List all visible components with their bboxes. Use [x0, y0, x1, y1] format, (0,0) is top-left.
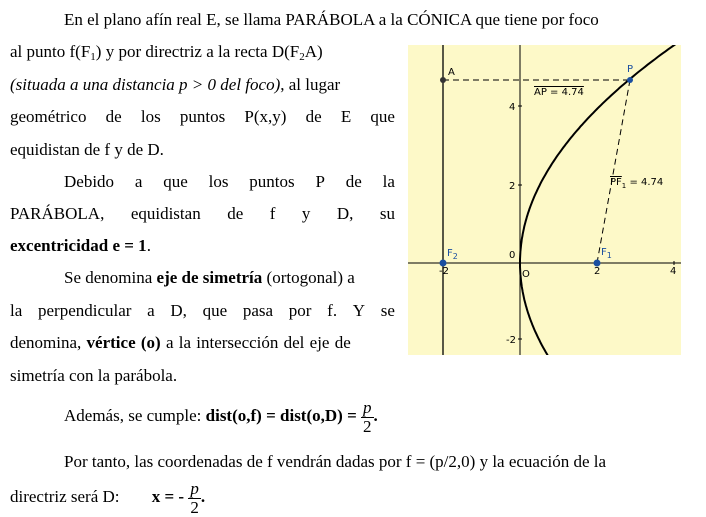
para1-line2 — [10, 42, 395, 62]
para2-line3: excentricidad e = 1. — [10, 236, 151, 255]
fraction-p-over-2-directrix: $\frac{p}{2}$ — [190, 478, 199, 517]
y-tick-2: 2 — [509, 181, 516, 192]
point-f2 — [440, 260, 447, 267]
label-o: O — [522, 269, 530, 280]
para5-line2: directriz será D: x = - $\frac{p}{2}$ . — [10, 478, 206, 517]
para3-line1: Se denomina eje de simetría (ortogonal) a — [64, 268, 355, 287]
para1-line1: En el plano afín real E, se llama PARÁBOLA a la CÓNICA que tiene por foco — [64, 10, 599, 29]
para2-line1: Debido a que los puntos P de la — [64, 172, 395, 191]
y-tick-neg2: -2 — [506, 335, 516, 346]
para1-line2-text: al punto $f(F_1)$ y por directriz a la recta $D(F_2A)$ — [10, 42, 323, 63]
distance-equation: dist(o,f) = dist(o,D) = — [205, 406, 357, 425]
point-p — [627, 77, 633, 83]
para1-line3-rest: , al lugar — [280, 75, 341, 94]
y-tick-4: 4 — [509, 102, 516, 113]
x-tick-4: 4 — [670, 266, 677, 277]
para4-formula: Además, se cumple: dist(o,f) = dist(o,D) = $\frac{p}{2}$ . — [64, 397, 378, 436]
point-a — [440, 77, 446, 83]
para1-line3-italic: (situada a una distancia p > 0 del foco) — [10, 75, 281, 94]
label-f1: $F_1$ — [601, 247, 612, 260]
label-p: P — [627, 64, 634, 75]
x-tick-2: 2 — [594, 266, 601, 277]
para1-line5: equidistan de f y de D. — [10, 140, 164, 159]
para1-line3 — [10, 75, 395, 95]
para3-line4: simetría con la parábola. — [10, 366, 178, 385]
ap-length-label: AP = 4.74 — [534, 87, 584, 98]
x-tick-neg2: -2 — [439, 266, 449, 277]
symmetry-axis-term: eje de simetría — [156, 268, 263, 287]
directrix-equation: x = - — [151, 487, 185, 506]
vertex-term: vértice (o) — [86, 333, 161, 352]
para3-line3: denomina, vértice (o) a la intersección del eje de — [10, 333, 351, 352]
eccentricity-term: excentricidad e = 1 — [10, 236, 147, 255]
para1-line4: geométrico de los puntos P(x,y) de E que — [10, 107, 395, 126]
para3-line2: la perpendicular a D, que pasa por f. Y se — [10, 301, 395, 320]
para5-line1: Por tanto, las coordenadas de f vendrán dadas por f = (p/2,0) y la ecuación de la — [64, 452, 607, 471]
parabola-graph — [408, 45, 681, 355]
para2-line2: PARÁBOLA, equidistan de f y D, su — [10, 204, 395, 223]
pf1-length-label: $PF_1 = 4.74$ — [610, 177, 664, 190]
fraction-p-over-2: $\frac{p}{2}$ — [363, 397, 372, 436]
label-f2: $F_2$ — [447, 248, 458, 261]
label-a: A — [448, 67, 455, 78]
x-tick-0: 0 — [509, 250, 516, 261]
point-f1 — [594, 260, 601, 267]
